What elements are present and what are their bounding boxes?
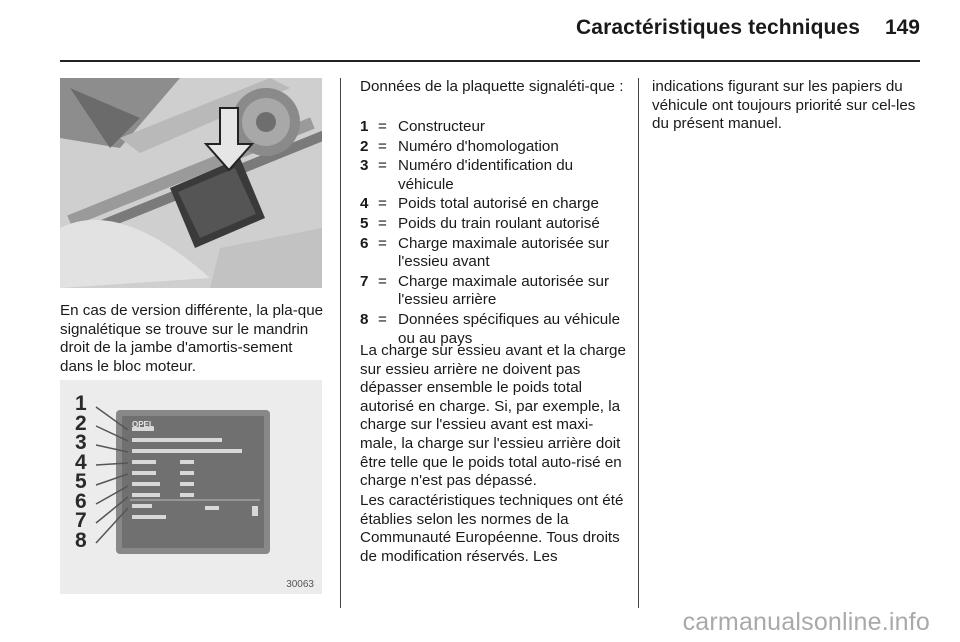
item-equals: = xyxy=(378,272,387,290)
list-item xyxy=(360,118,626,137)
list-intro: Données de la plaquette signaléti-que : xyxy=(360,78,624,95)
item-text: Constructeur xyxy=(398,118,485,135)
callout-number: 1 xyxy=(75,392,87,415)
item-equals: = xyxy=(378,234,387,252)
item-equals: = xyxy=(378,195,387,213)
column-divider xyxy=(340,78,341,608)
list-item xyxy=(360,215,626,234)
item-text: Charge maximale autorisée sur l'essieu arrière xyxy=(398,272,610,309)
body-paragraph: indications figurant sur les papiers du véhicule ont toujours priorité sur cel-les du présent manuel. xyxy=(652,78,916,133)
item-equals: = xyxy=(378,157,387,175)
list-item xyxy=(360,235,626,272)
item-equals: = xyxy=(378,310,387,328)
item-text: Poids du train roulant autorisé xyxy=(398,214,600,232)
page-number: 149 xyxy=(884,16,920,39)
item-number: 3 xyxy=(360,157,369,175)
callout-number: 3 xyxy=(75,431,87,454)
list-item xyxy=(360,195,626,214)
list-item xyxy=(360,157,626,194)
item-number: 2 xyxy=(360,137,369,155)
item-text: Charge maximale autorisée sur l'essieu avant xyxy=(398,234,610,271)
item-text: Numéro d'homologation xyxy=(398,137,559,155)
item-number: 1 xyxy=(360,118,369,135)
item-number: 8 xyxy=(360,310,369,328)
item-number: 6 xyxy=(360,234,369,252)
identification-plate-figure xyxy=(60,380,322,594)
body-paragraph: Les caractéristiques techniques ont été établies selon les normes de la Communauté Européenne. Tous droits de modification réservés. Les xyxy=(360,492,624,565)
engine-bay-illustration xyxy=(60,78,322,288)
item-equals: = xyxy=(378,118,387,135)
item-text: Poids total autorisé en charge xyxy=(398,195,599,213)
header-rule xyxy=(60,60,920,62)
plate-data-list xyxy=(360,118,626,348)
callout-number: 4 xyxy=(75,450,87,474)
callout-number: 8 xyxy=(75,528,87,552)
figure-code: 30063 xyxy=(286,579,314,590)
item-number: 5 xyxy=(360,214,369,232)
page-title: Caractéristiques techniques xyxy=(576,16,860,39)
item-equals: = xyxy=(378,137,387,155)
body-paragraph: La charge sur essieu avant et la charge sur essieu arrière ne doivent pas dépasser ensemble le poids total autorisé en charge. Si, par exemple, la charge sur l'essieu avant est maxi-male, la charge sur l'essieu arrière doit être telle que le poids total auto-risé en charge n'est pas dépassé. xyxy=(360,342,626,490)
item-text: Données spécifiques au véhicule ou au pays xyxy=(398,310,621,347)
callout-number: 5 xyxy=(75,470,87,493)
item-equals: = xyxy=(378,214,387,232)
engine-bay-photo xyxy=(60,78,322,288)
item-number: 7 xyxy=(360,272,369,290)
item-number: 4 xyxy=(360,195,369,213)
callout-number: 7 xyxy=(75,509,87,532)
item-text: Numéro d'identification du véhicule xyxy=(398,157,574,193)
body-paragraph: En cas de version différente, la pla-que signalétique se trouve sur le mandrin droit de la jambe d'amortis-sement dans le bloc moteur. xyxy=(60,302,324,375)
list-item xyxy=(360,138,626,157)
column-divider xyxy=(638,78,639,608)
list-item xyxy=(360,273,626,310)
callout-numbers xyxy=(75,394,99,550)
callout-number: 6 xyxy=(75,489,87,513)
plate-brand: OPEL xyxy=(132,420,154,429)
watermark: carmanualsonline.info xyxy=(682,608,930,636)
callout-number: 2 xyxy=(75,411,87,435)
identification-plate-illustration xyxy=(60,380,322,594)
